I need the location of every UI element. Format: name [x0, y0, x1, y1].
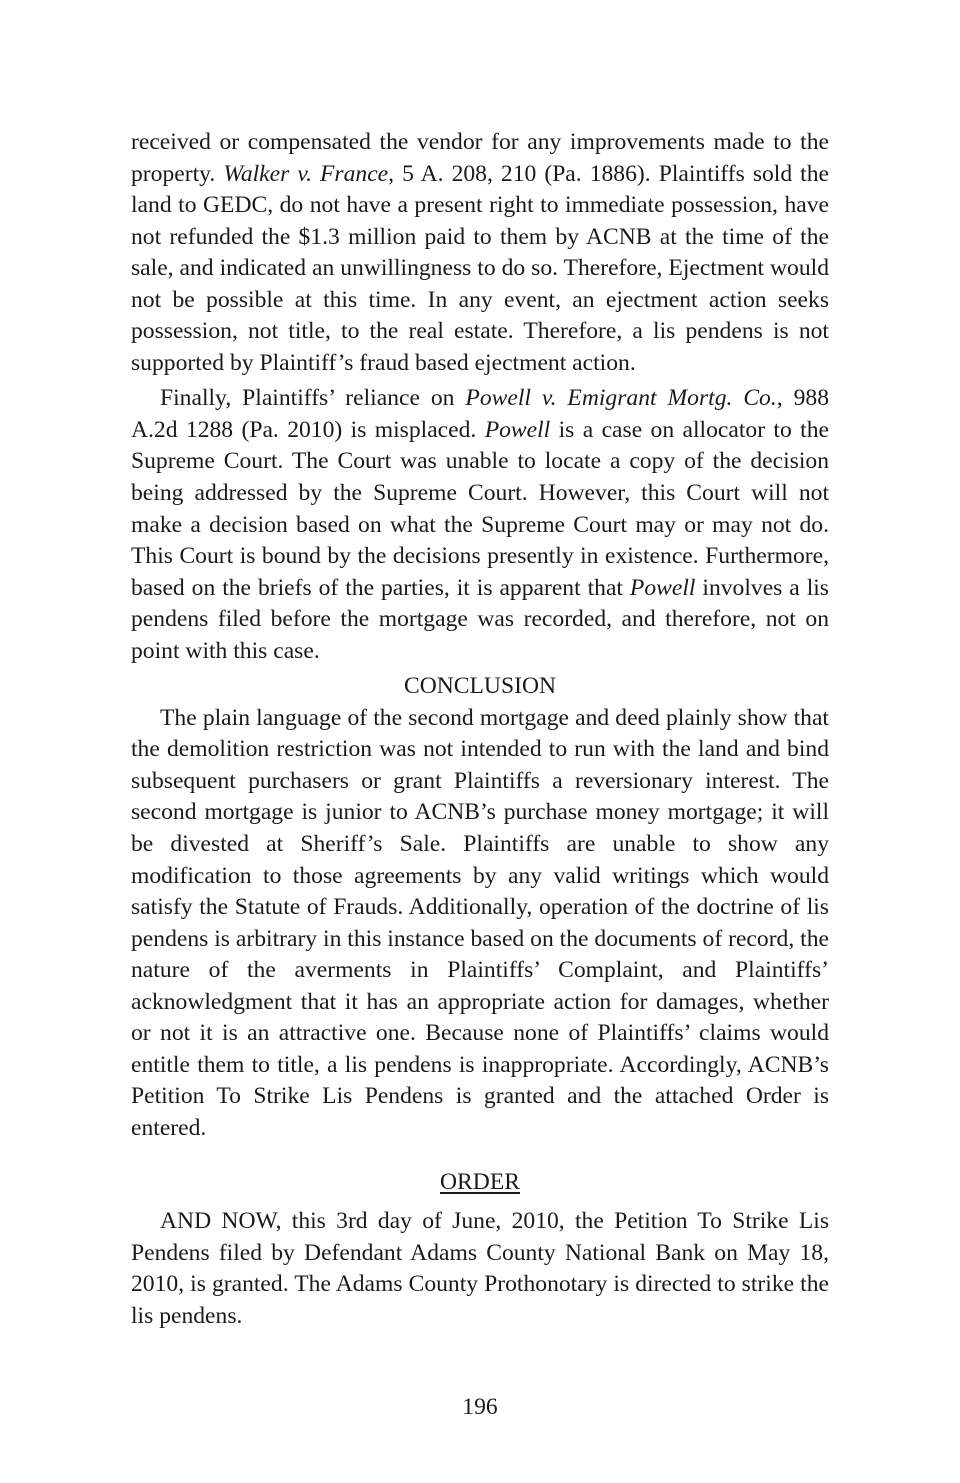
page-number: 196	[462, 1394, 498, 1420]
case-citation: Walker v. France	[223, 160, 389, 187]
paragraph-text: , 5 A. 208, 210 (Pa. 1886). Plaintiffs sold the land to GEDC, do not have a present right to immediate possession, have not refunded the $1.3 million paid to them by ACNB at the time of the sale, and indicated an unwillingness to do so. Therefore, Ejectment would not be possible at this time. In any event, an ejectment action seeks possession, not title, to the real estate. Therefore, a lis pendens is not supported by Plaintiff’s fraud based ejectment action.	[131, 160, 830, 376]
body-paragraph	[131, 383, 829, 667]
case-citation: Powell v. Emigrant Mortg. Co.	[465, 385, 777, 412]
paragraph-text: is a case on allocator to the Supreme Court. The Court was unable to locate a copy of the decision being addressed by the Supreme Court. However, this Court will not make a decision based on what the Supreme Court may or may not do. This Court is bound by the decisions presently in existence. Furthermore, based on the briefs of the parties, it is apparent that	[131, 416, 829, 601]
paragraph-text: Finally, Plaintiffs’ reliance on	[160, 385, 466, 412]
order-paragraph: AND NOW, this 3rd day of June, 2010, the Petition To Strike Lis Pendens filed by Defendant Adams County National Bank on May 18, 2010, is granted. The Adams County Prothonotary is directed to strike the lis pendens.	[131, 1208, 829, 1329]
conclusion-paragraph: The plain language of the second mortgage and deed plainly show that the demolition restriction was not intended to run with the land and bind subsequent purchasers or grant Plaintiffs a reversionary interest. The second mortgage is junior to ACNB’s purchase money mortgage; it will be divested at Sheriff’s Sale. Plaintiffs are unable to show any modification to those agreements by any valid writings which would satisfy the Statute of Frauds. Additionally, operation of the doctrine of lis pendens is arbitrary in this instance based on the documents of record, the nature of the averments in Plaintiffs’ Complaint, and Plaintiffs’ acknowledgment that it has an appropriate action for damages, whether or not it is an attractive one. Because none of Plaintiffs’ claims would entitle them to title, a lis pendens is inappropriate. Accordingly, ACNB’s Petition To Strike Lis Pendens is granted and the attached Order is entered.	[131, 704, 829, 1141]
order-heading: ORDER	[440, 1168, 520, 1195]
body-paragraph	[131, 127, 829, 379]
case-citation: Powell	[629, 574, 696, 601]
paragraph-text: received or compensated the vendor for any improvements made to the property.	[131, 129, 829, 187]
case-citation: Powell	[484, 416, 551, 443]
paragraph-text: , 988 A.2d 1288 (Pa. 2010) is misplaced.	[131, 385, 829, 443]
paragraph-text: involves a lis pendens filed before the mortgage was recorded, and therefore, not on point with this case.	[131, 574, 829, 664]
conclusion-heading: CONCLUSION	[403, 673, 557, 700]
document-page	[131, 127, 829, 1332]
